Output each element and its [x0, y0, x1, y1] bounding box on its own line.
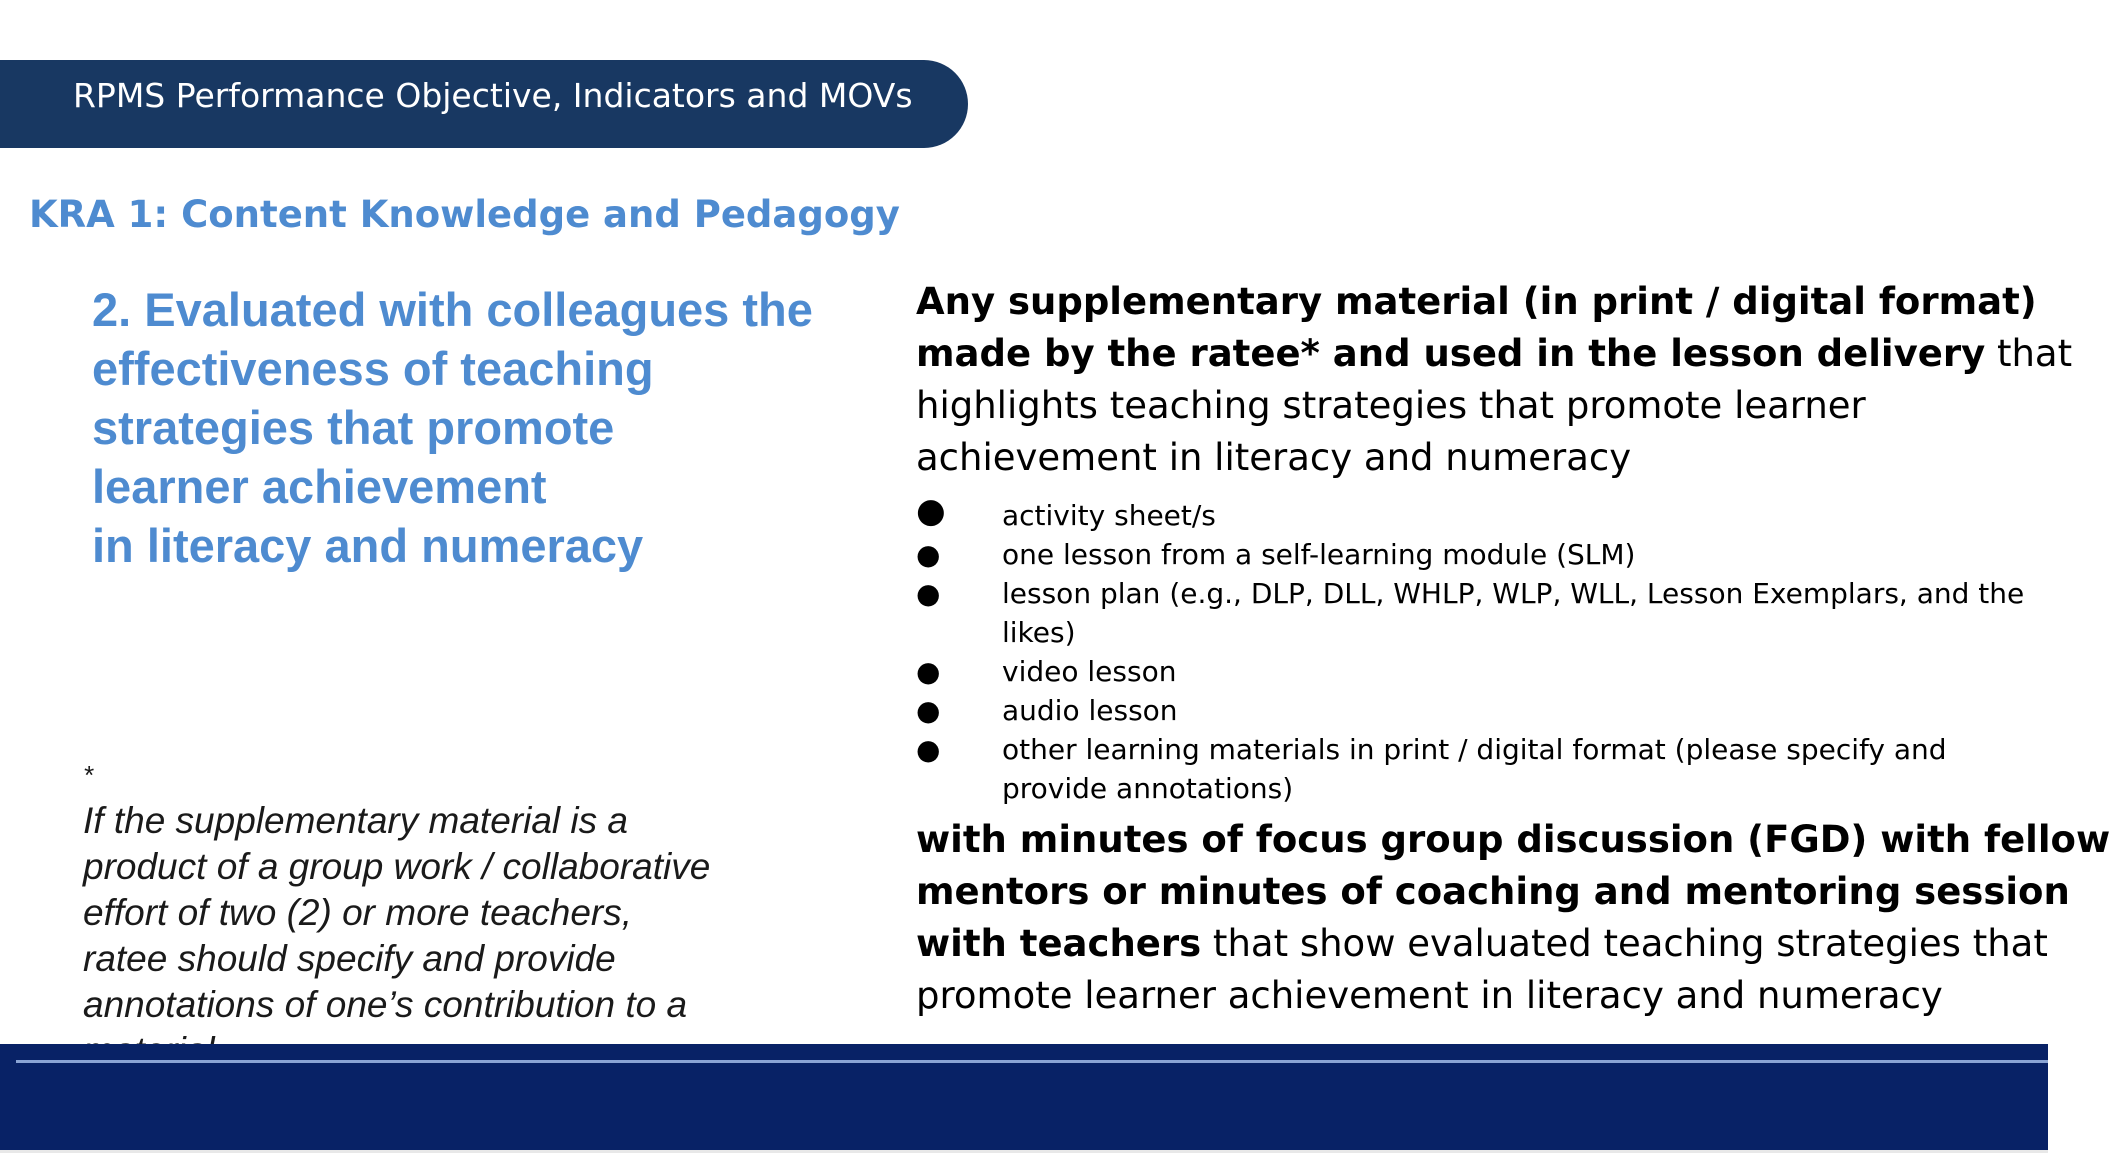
objective-line: effectiveness of teaching	[92, 342, 654, 395]
mov-line	[916, 276, 2037, 328]
footnote-line: annotations of one’s contribution to a	[83, 984, 688, 1025]
footnote-line: product of a group work / collaborative	[83, 846, 711, 887]
objective-line: 2. Evaluated with colleagues the	[92, 283, 813, 336]
mov-description-top	[916, 276, 2073, 484]
list-item-text: audio lesson	[1002, 694, 1178, 727]
mov-bold-text: with minutes of focus group discussion (FGD) with fellow	[916, 818, 2110, 861]
mov-list	[916, 491, 2025, 808]
objective-line: in literacy and numeracy	[92, 519, 644, 572]
mov-bold-text: Any supplementary material (in print / digital format)	[916, 280, 2037, 323]
list-item	[916, 491, 2016, 535]
mov-bold-text: made by the ratee* and used in the lesson delivery	[916, 332, 1986, 375]
mov-bold-text: with teachers	[916, 922, 1202, 965]
objective-heading	[92, 280, 892, 575]
mov-text: that show evaluated teaching strategies that	[1201, 922, 2048, 965]
list-item-text: one lesson from a self-learning module (SLM)	[1002, 538, 1636, 571]
list-item	[916, 730, 2016, 808]
list-item-text: lesson plan (e.g., DLP, DLL, WHLP, WLP, WLL, Lesson Exemplars, and the	[1002, 577, 2025, 610]
objective-line: learner achievement	[92, 460, 547, 513]
mov-line: highlights teaching strategies that promote learner	[916, 384, 1866, 427]
list-item	[916, 691, 2016, 730]
footnote-text: If the supplementary material is a	[83, 800, 628, 841]
list-item	[916, 652, 2016, 691]
mov-line	[916, 814, 2110, 866]
bullet-icon: ●	[916, 491, 946, 531]
mov-line	[916, 328, 2073, 380]
footnote	[83, 752, 803, 1074]
footnote-line	[83, 752, 803, 844]
list-item-text: video lesson	[1002, 655, 1177, 688]
objective-line: strategies that promote	[92, 401, 615, 454]
footnote-line: effort of two (2) or more teachers,	[83, 892, 633, 933]
list-item-text: likes)	[1002, 616, 1076, 649]
bullet-icon: ●	[916, 694, 941, 727]
list-item-text: provide annotations)	[1002, 772, 1294, 805]
mov-line	[916, 866, 2070, 918]
footnote-star: *	[83, 760, 94, 790]
mov-bold-text: mentors or minutes of coaching and mentoring session	[916, 870, 2070, 913]
mov-line: promote learner achievement in literacy and numeracy	[916, 974, 1943, 1017]
header-title: RPMS Performance Objective, Indicators and MOVs	[73, 76, 913, 115]
list-item-text: activity sheet/s	[1002, 499, 1216, 532]
mov-text: that	[1985, 332, 2073, 375]
bullet-icon: ●	[916, 577, 941, 610]
mov-line	[916, 918, 2048, 970]
footnote-line: ratee should specify and provide	[83, 938, 616, 979]
kra-title: KRA 1: Content Knowledge and Pedagogy	[29, 193, 900, 236]
footer-divider	[16, 1060, 2048, 1063]
mov-description-bottom	[916, 814, 2110, 1022]
bullet-icon: ●	[916, 655, 941, 688]
list-item	[916, 535, 2016, 574]
bullet-icon: ●	[916, 538, 941, 571]
bullet-icon: ●	[916, 733, 941, 766]
list-item-text: other learning materials in print / digital format (please specify and	[1002, 733, 1947, 766]
list-item	[916, 574, 2025, 652]
mov-line: achievement in literacy and numeracy	[916, 436, 1632, 479]
